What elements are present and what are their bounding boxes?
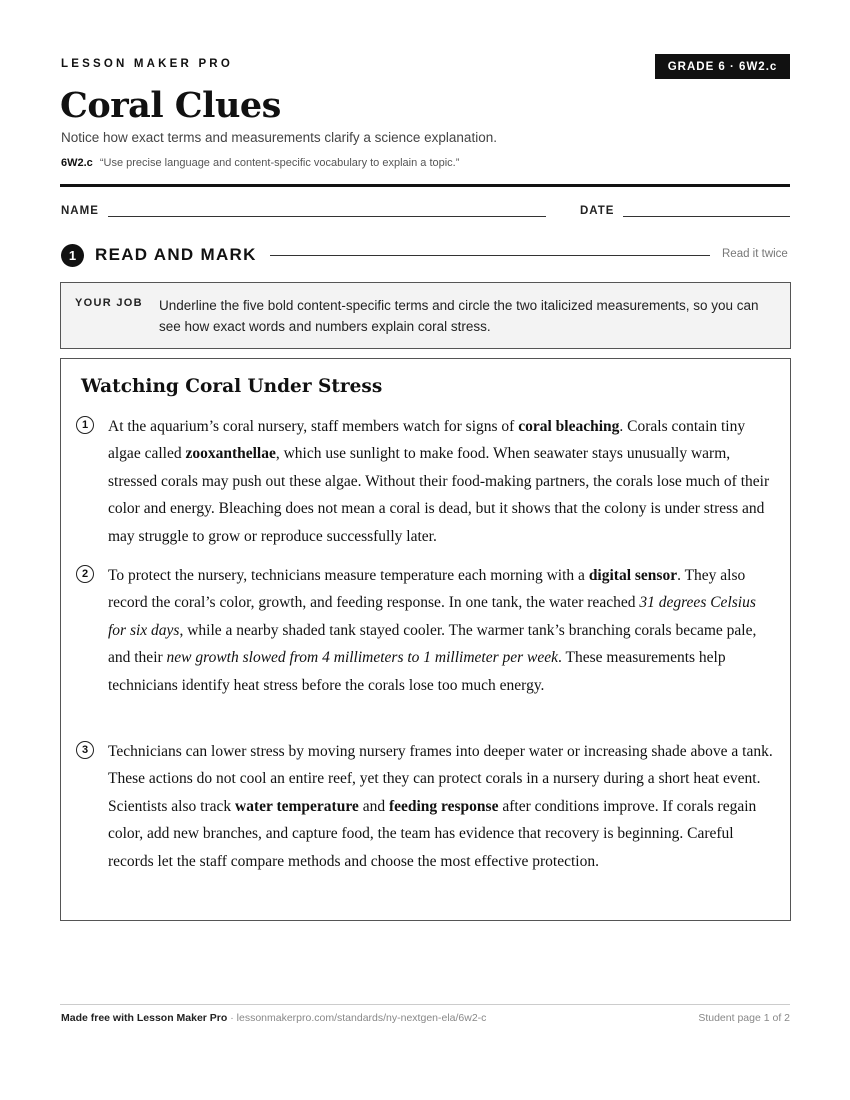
paragraph-number: 2 xyxy=(76,565,94,583)
footer-url[interactable]: · lessonmakerpro.com/standards/ny-nextgen-ela/6w2-c xyxy=(227,1012,487,1024)
passage-text: . Corals contain tiny algae called xyxy=(108,418,746,463)
your-job-text: Underline the five bold content-specific terms and circle the two italicized measurements, so you can see how exact words and numbers explain coral stress. xyxy=(159,298,759,334)
passage-text: Technicians can lower stress by moving nursery frames into deeper water or increasing shade above a tank. These actions do not cool an entire reef, yet they can protect corals in a nursery during a short heat event. Scientists also track xyxy=(108,743,773,815)
section-title: READ AND MARK xyxy=(95,245,257,264)
grade-badge: GRADE 6 · 6W2.c xyxy=(655,54,790,79)
date-field-line[interactable] xyxy=(623,216,790,217)
date-label: DATE xyxy=(580,205,615,217)
section-divider xyxy=(270,255,710,256)
paragraph-number: 1 xyxy=(76,416,94,434)
passage-text: and xyxy=(358,797,389,815)
passage-title: Watching Coral Under Stress xyxy=(81,376,383,397)
measurement-phrase: new growth slowed from 4 millimeters to 1 millimeter per week xyxy=(166,649,559,667)
key-term: feeding response xyxy=(388,797,499,815)
passage-text: At the aquarium’s coral nursery, staff members watch for signs of xyxy=(108,418,519,435)
passage-text: To protect the nursery, technicians measure temperature each morning with a xyxy=(108,567,589,584)
passage-paragraph xyxy=(108,738,776,875)
passage-text: after conditions improve. If corals regain color, add new branches, and capture food, the team has evidence that recovery is beginning. Careful records let the staff compare methods and choose the most effective protection. xyxy=(108,797,757,870)
footer-credit xyxy=(61,1012,486,1024)
header-divider xyxy=(60,184,790,187)
key-term: water temperature xyxy=(235,797,359,815)
paragraph-number: 3 xyxy=(76,741,94,759)
standard-code: 6W2.c xyxy=(61,157,93,169)
your-job-box xyxy=(60,282,791,349)
key-term: digital sensor xyxy=(588,567,678,584)
passage-paragraph xyxy=(108,562,776,699)
footer-made-with: Made free with Lesson Maker Pro xyxy=(61,1012,228,1024)
passage-text: . These measurements help technicians identify heat stress before the corals lose too much energy. xyxy=(108,649,726,694)
key-term: zooxanthellae xyxy=(185,445,276,463)
section-note: Read it twice xyxy=(722,248,788,260)
passage-paragraph xyxy=(108,413,776,550)
your-job-label: YOUR JOB xyxy=(75,297,143,309)
footer-page-number: Student page 1 of 2 xyxy=(698,1012,790,1024)
reading-passage xyxy=(60,358,791,921)
footer-divider xyxy=(60,1004,790,1005)
name-label: NAME xyxy=(61,205,99,217)
standard-text: “Use precise language and content-specific vocabulary to explain a topic.” xyxy=(99,157,460,169)
page-title: Coral Clues xyxy=(60,85,281,126)
section-number-badge: 1 xyxy=(61,244,84,267)
key-term: coral bleaching xyxy=(518,418,620,435)
page-subtitle: Notice how exact terms and measurements clarify a science explanation. xyxy=(61,130,497,145)
passage-text: , while a nearby shaded tank stayed cooler. The warmer tank’s branching corals became pale, and their xyxy=(108,621,757,667)
passage-text: . They also record the coral’s color, growth, and feeding response. In one tank, the water reached xyxy=(108,567,746,612)
passage-text: , which use sunlight to make food. When seawater stays unusually warm, stressed corals may push out these algae. Without their food-making partners, the corals lose much of their color and energy. Bleaching does not mean a coral is dead, but it shows that the colony is under stress and may struggle to grow or reproduce successfully later. xyxy=(108,445,770,545)
measurement-phrase: 31 degrees Celsius for six days xyxy=(108,594,756,639)
name-field-line[interactable] xyxy=(108,216,546,217)
brand-name: LESSON MAKER PRO xyxy=(61,58,233,70)
standard-line xyxy=(61,157,459,169)
